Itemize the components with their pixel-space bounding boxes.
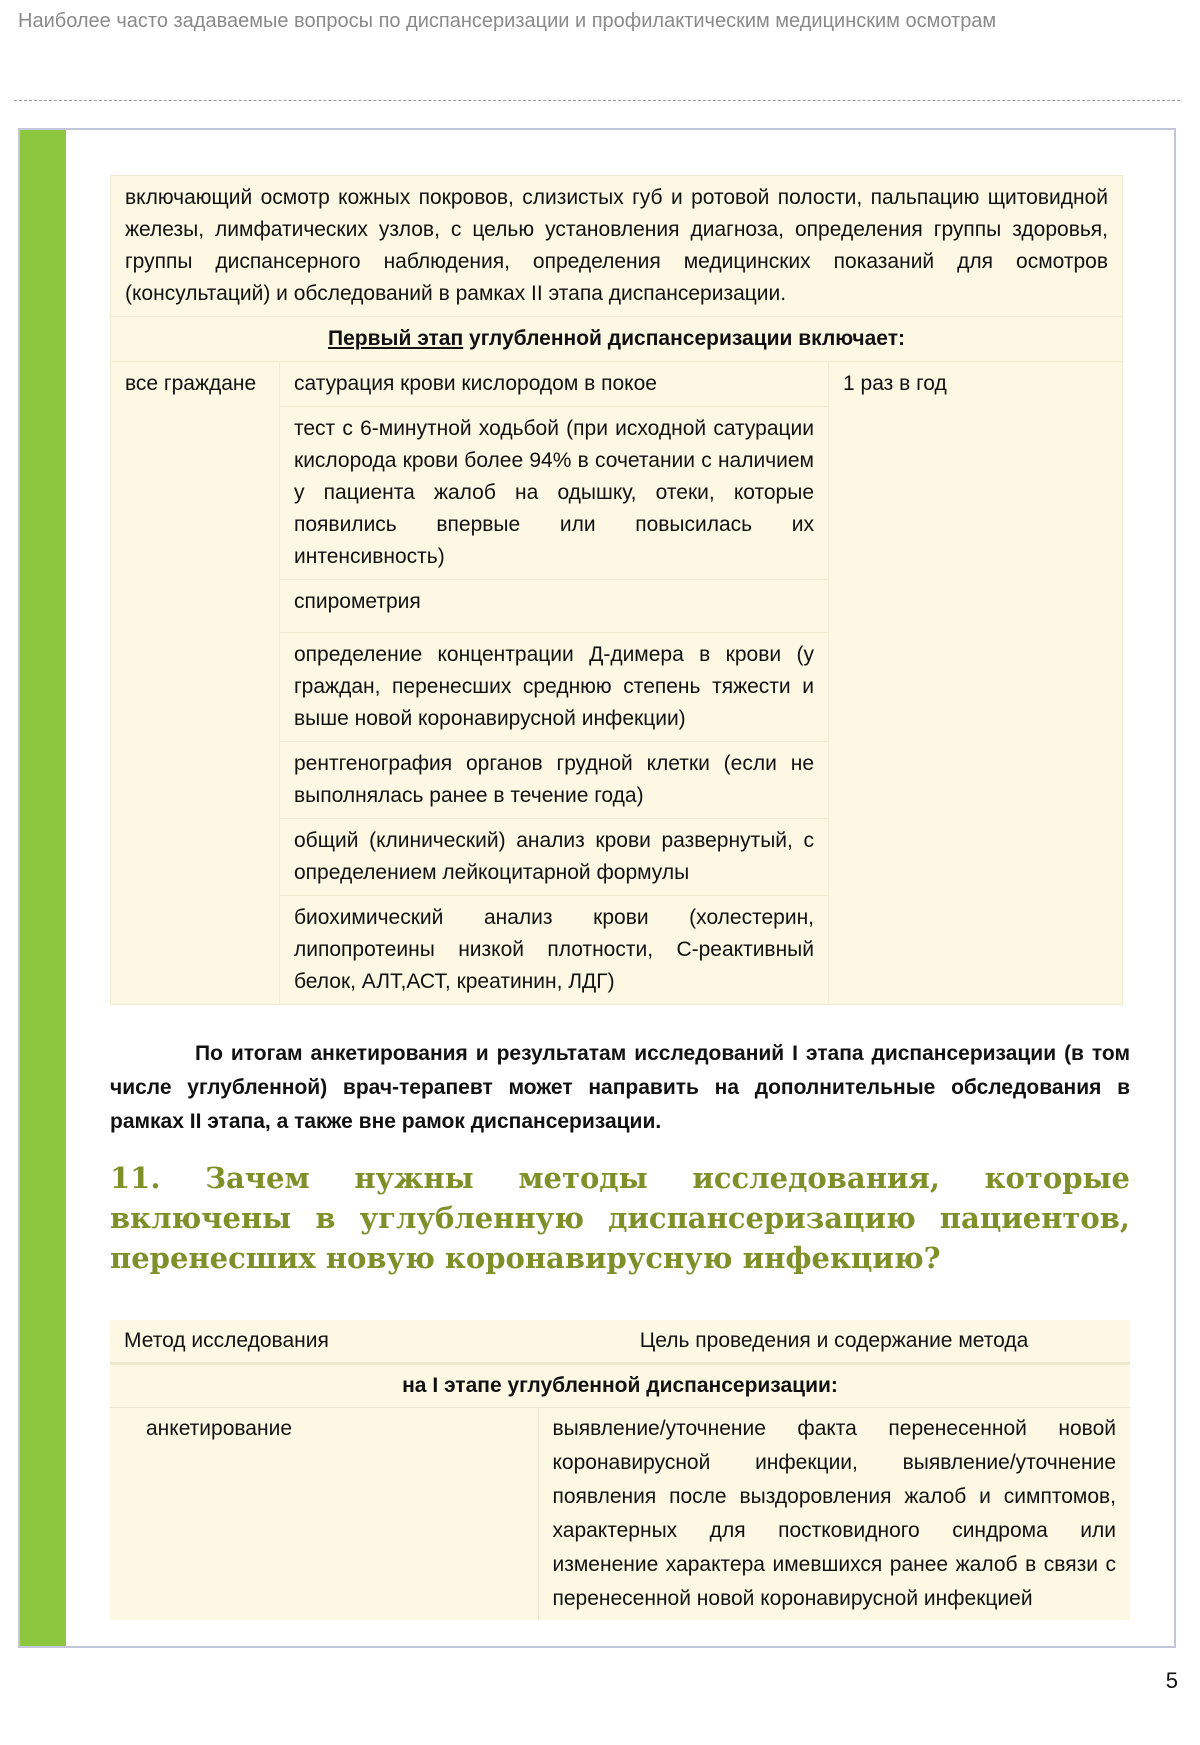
- exam-item: определение концентрации Д-димера в крови (у граждан, перенесших среднюю степень тяжести и выше новой коронавирусной инфекции): [280, 633, 829, 742]
- exam-item: биохимический анализ крови (холестерин, липопротеины низкой плотности, С-реактивный белок, АЛТ,АСТ, креатинин, ЛДГ): [280, 896, 829, 1005]
- section-row: [110, 1364, 1130, 1408]
- question-heading: 11. Зачем нужны методы исследования, которые включены в углубленную диспансеризацию пациентов, перенесших новую коронавирусную инфекцию?: [110, 1161, 1130, 1275]
- section-title: на I этапе углубленной диспансеризации:: [110, 1364, 1130, 1408]
- table-row: [110, 1408, 1130, 1621]
- page-header-title: Наиболее часто задаваемые вопросы по диспансеризации и профилактическим медицинским осмотрам: [18, 10, 997, 32]
- summary-text: По итогам анкетирования и результатам исследований I этапа диспансеризации (в том числе углубленной) врач-терапевт может направить на дополнительные обследования в рамках II этапа, а также вне рамок диспансеризации.: [110, 1042, 1130, 1133]
- stage-title-underlined: Первый этап: [328, 327, 464, 350]
- exam-item: спирометрия: [280, 580, 829, 633]
- exam-item: сатурация крови кислородом в покое: [280, 362, 829, 407]
- table-row: [111, 176, 1123, 317]
- green-side-bar: [20, 130, 66, 1646]
- table-row: [111, 362, 1123, 407]
- stage-title-cell: [111, 317, 1123, 362]
- methods-table: [110, 1320, 1130, 1620]
- column-header-goal: Цель проведения и содержание метода: [538, 1320, 1130, 1364]
- exam-item: тест с 6-минутной ходьбой (при исходной сатурации кислорода крови более 94% в сочетании с наличием у пациента жалоб на одышку, отеки, которые появились впервые или повысилась их интенсивность): [280, 407, 829, 580]
- summary-paragraph: [110, 1037, 1130, 1139]
- column-header-method: Метод исследования: [110, 1320, 538, 1364]
- goal-cell: выявление/уточнение факта перенесенной новой коронавирусной инфекции, выявление/уточнение появления после выздоровления жалоб и симптомов, характерных для постковидного синдрома или изменение характера имевшихся ранее жалоб в связи с перенесенной новой коронавирусной инфекцией: [538, 1408, 1130, 1621]
- table-header-row: [110, 1320, 1130, 1364]
- stage-title-rest: углубленной диспансеризации включает:: [463, 327, 905, 350]
- exam-item: рентгенография органов грудной клетки (если не выполнялась ранее в течение года): [280, 742, 829, 819]
- deep-screening-table: [110, 175, 1123, 1005]
- method-cell: анкетирование: [110, 1408, 538, 1621]
- group-cell: все граждане: [111, 362, 280, 1005]
- page-number: 5: [1165, 1668, 1178, 1693]
- table-row: [111, 317, 1123, 362]
- exam-item: общий (клинический) анализ крови развернутый, с определением лейкоцитарной формулы: [280, 819, 829, 896]
- header-divider: [14, 100, 1180, 101]
- frequency-cell: 1 раз в год: [829, 362, 1123, 1005]
- intro-text-cell: включающий осмотр кожных покровов, слизистых губ и ротовой полости, пальпацию щитовидной железы, лимфатических узлов, с целью установления диагноза, определения группы здоровья, группы диспансерного наблюдения, определения медицинских показаний для осмотров (консультаций) и обследований в рамках II этапа диспансеризации.: [111, 176, 1123, 317]
